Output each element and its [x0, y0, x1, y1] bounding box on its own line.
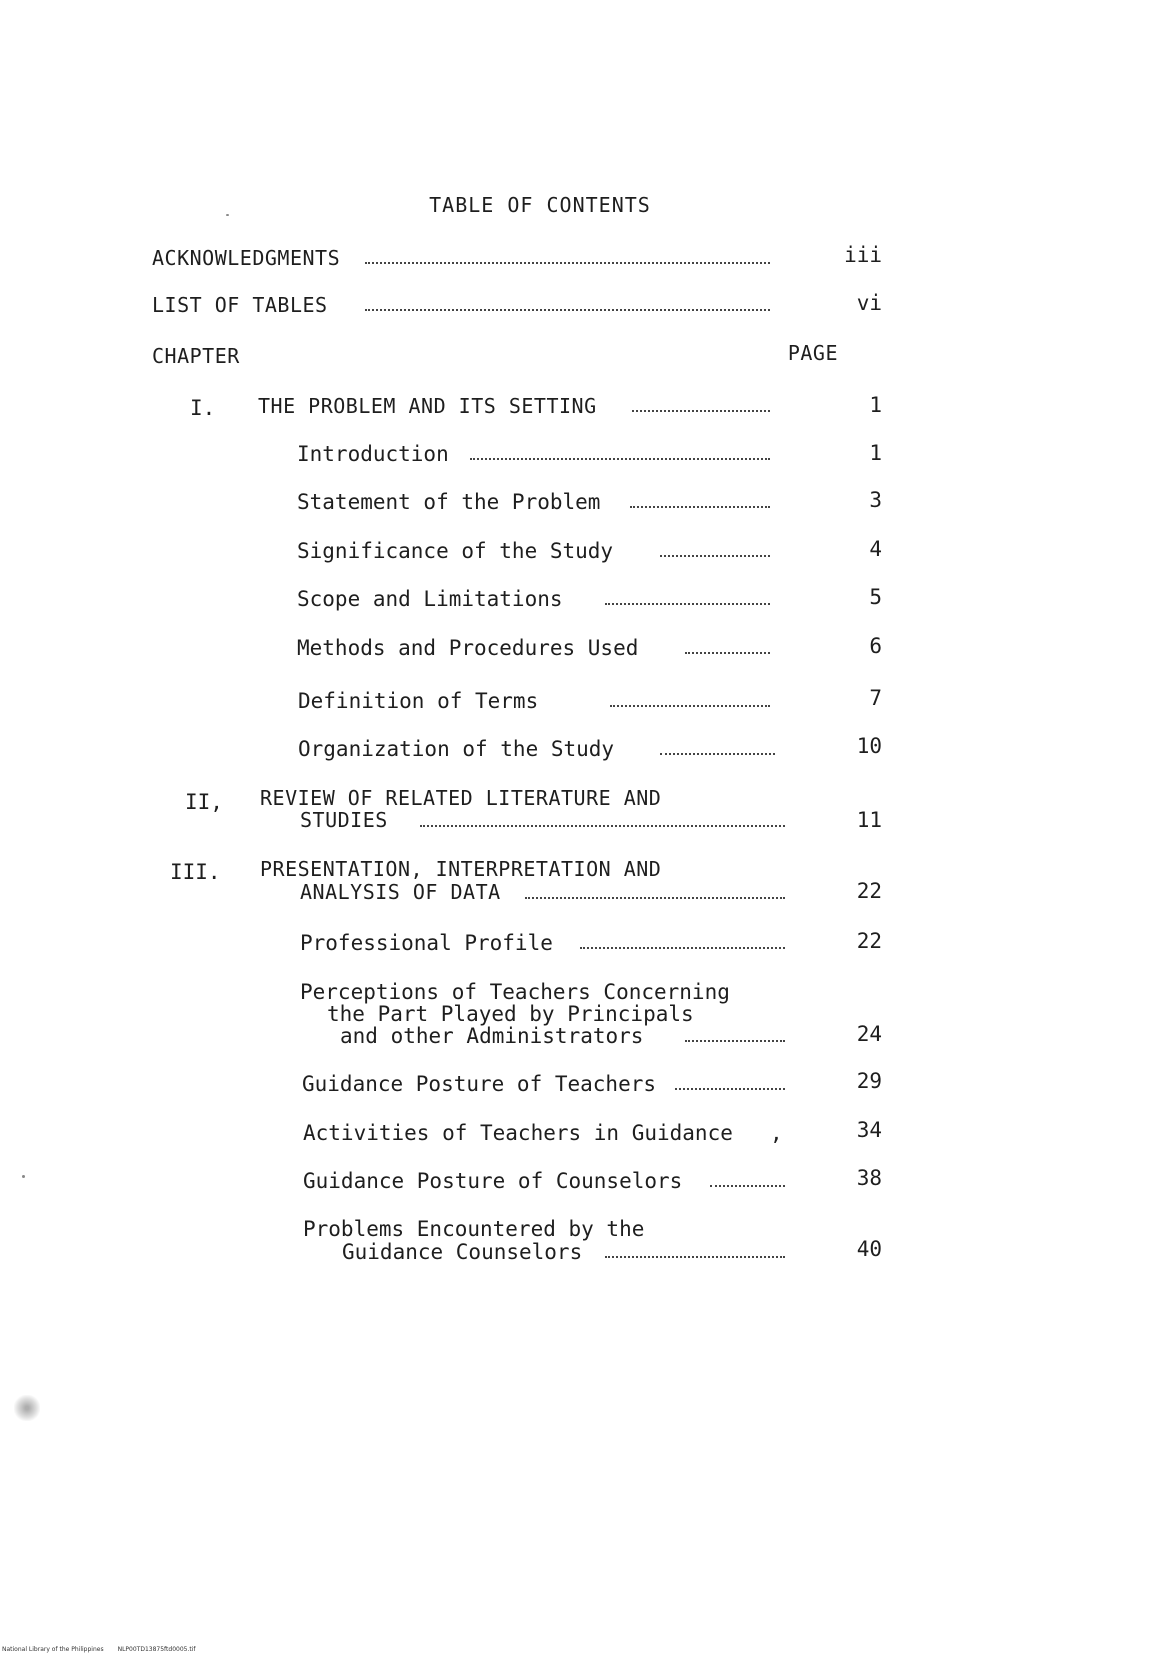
page-number: 7	[869, 686, 882, 710]
dot-leader	[685, 652, 770, 654]
dot-leader	[660, 555, 770, 557]
section-entry: Guidance Posture of Teachers	[302, 1072, 657, 1096]
section-entry: Methods and Procedures Used	[297, 636, 639, 660]
section-entry: Problems Encountered by the	[303, 1217, 645, 1241]
chapter-column-header: CHAPTER	[152, 344, 240, 368]
footer	[2, 1646, 210, 1653]
chapter-title-continued: ANALYSIS OF DATA	[300, 880, 501, 904]
page-number: 34	[856, 1118, 882, 1142]
chapter-title: REVIEW OF RELATED LITERATURE AND	[260, 786, 662, 810]
page-number: 24	[856, 1022, 882, 1046]
dot-leader	[605, 1256, 785, 1258]
page-number: 40	[856, 1237, 882, 1261]
footer-file: NLP00TD13875ftd0005.tif	[117, 1646, 196, 1653]
footer-library: National Library of the Philippines	[2, 1646, 104, 1653]
page-number: 3	[869, 488, 882, 512]
scan-speck	[226, 214, 229, 216]
section-entry: Organization of the Study	[298, 737, 615, 761]
page-number: 22	[856, 879, 882, 903]
chapter-numeral: I.	[190, 396, 216, 420]
section-entry-continued: Guidance Counselors	[342, 1240, 583, 1264]
dot-leader	[470, 458, 770, 460]
section-entry: Professional Profile	[300, 931, 553, 955]
page-number: vi	[856, 291, 882, 315]
scan-smudge	[14, 1395, 40, 1421]
dot-leader	[365, 262, 770, 264]
toc-entry-acknowledgments: ACKNOWLEDGMENTS	[152, 246, 341, 270]
page-number: 10	[856, 734, 882, 758]
page-number: 6	[869, 634, 882, 658]
dot-leader	[525, 897, 785, 899]
page-number: 5	[869, 585, 882, 609]
section-entry: Definition of Terms	[298, 689, 539, 713]
page-number: 1	[869, 393, 882, 417]
page-number: 4	[869, 537, 882, 561]
dot-leader	[610, 705, 770, 707]
comma: ,	[770, 1121, 783, 1145]
dot-leader	[710, 1185, 785, 1187]
dot-leader	[420, 825, 785, 827]
section-entry: Perceptions of Teachers Concerning	[300, 980, 730, 1004]
dot-leader	[675, 1088, 785, 1090]
dot-leader	[660, 753, 775, 755]
section-entry: Significance of the Study	[297, 539, 614, 563]
section-entry-continued: the Part Played by Principals	[327, 1002, 694, 1026]
dot-leader	[365, 309, 770, 311]
dot-leader	[580, 947, 785, 949]
toc-entry-list-of-tables: LIST OF TABLES	[152, 293, 328, 317]
page-column-header: PAGE	[787, 341, 838, 365]
page-number: 11	[856, 808, 882, 832]
page-number: 38	[856, 1166, 882, 1190]
page-number: iii	[844, 243, 882, 267]
chapter-numeral: III.	[170, 860, 221, 884]
scan-speck	[22, 1175, 25, 1178]
section-entry-continued: and other Administrators	[340, 1024, 644, 1048]
chapter-title-continued: STUDIES	[300, 808, 388, 832]
section-entry: Guidance Posture of Counselors	[303, 1169, 683, 1193]
dot-leader	[685, 1040, 785, 1042]
dot-leader	[632, 410, 770, 412]
page-number: 1	[869, 441, 882, 465]
page-number: 22	[856, 929, 882, 953]
chapter-title: THE PROBLEM AND ITS SETTING	[258, 394, 597, 418]
section-entry: Statement of the Problem	[297, 490, 601, 514]
section-entry: Introduction	[297, 442, 449, 466]
dot-leader	[605, 603, 770, 605]
chapter-title: PRESENTATION, INTERPRETATION AND	[260, 857, 662, 881]
section-entry: Activities of Teachers in Guidance	[303, 1121, 733, 1145]
section-entry: Scope and Limitations	[297, 587, 563, 611]
page-number: 29	[856, 1069, 882, 1093]
chapter-numeral: II,	[185, 790, 223, 814]
dot-leader	[630, 506, 770, 508]
page-title: TABLE OF CONTENTS	[429, 193, 651, 217]
